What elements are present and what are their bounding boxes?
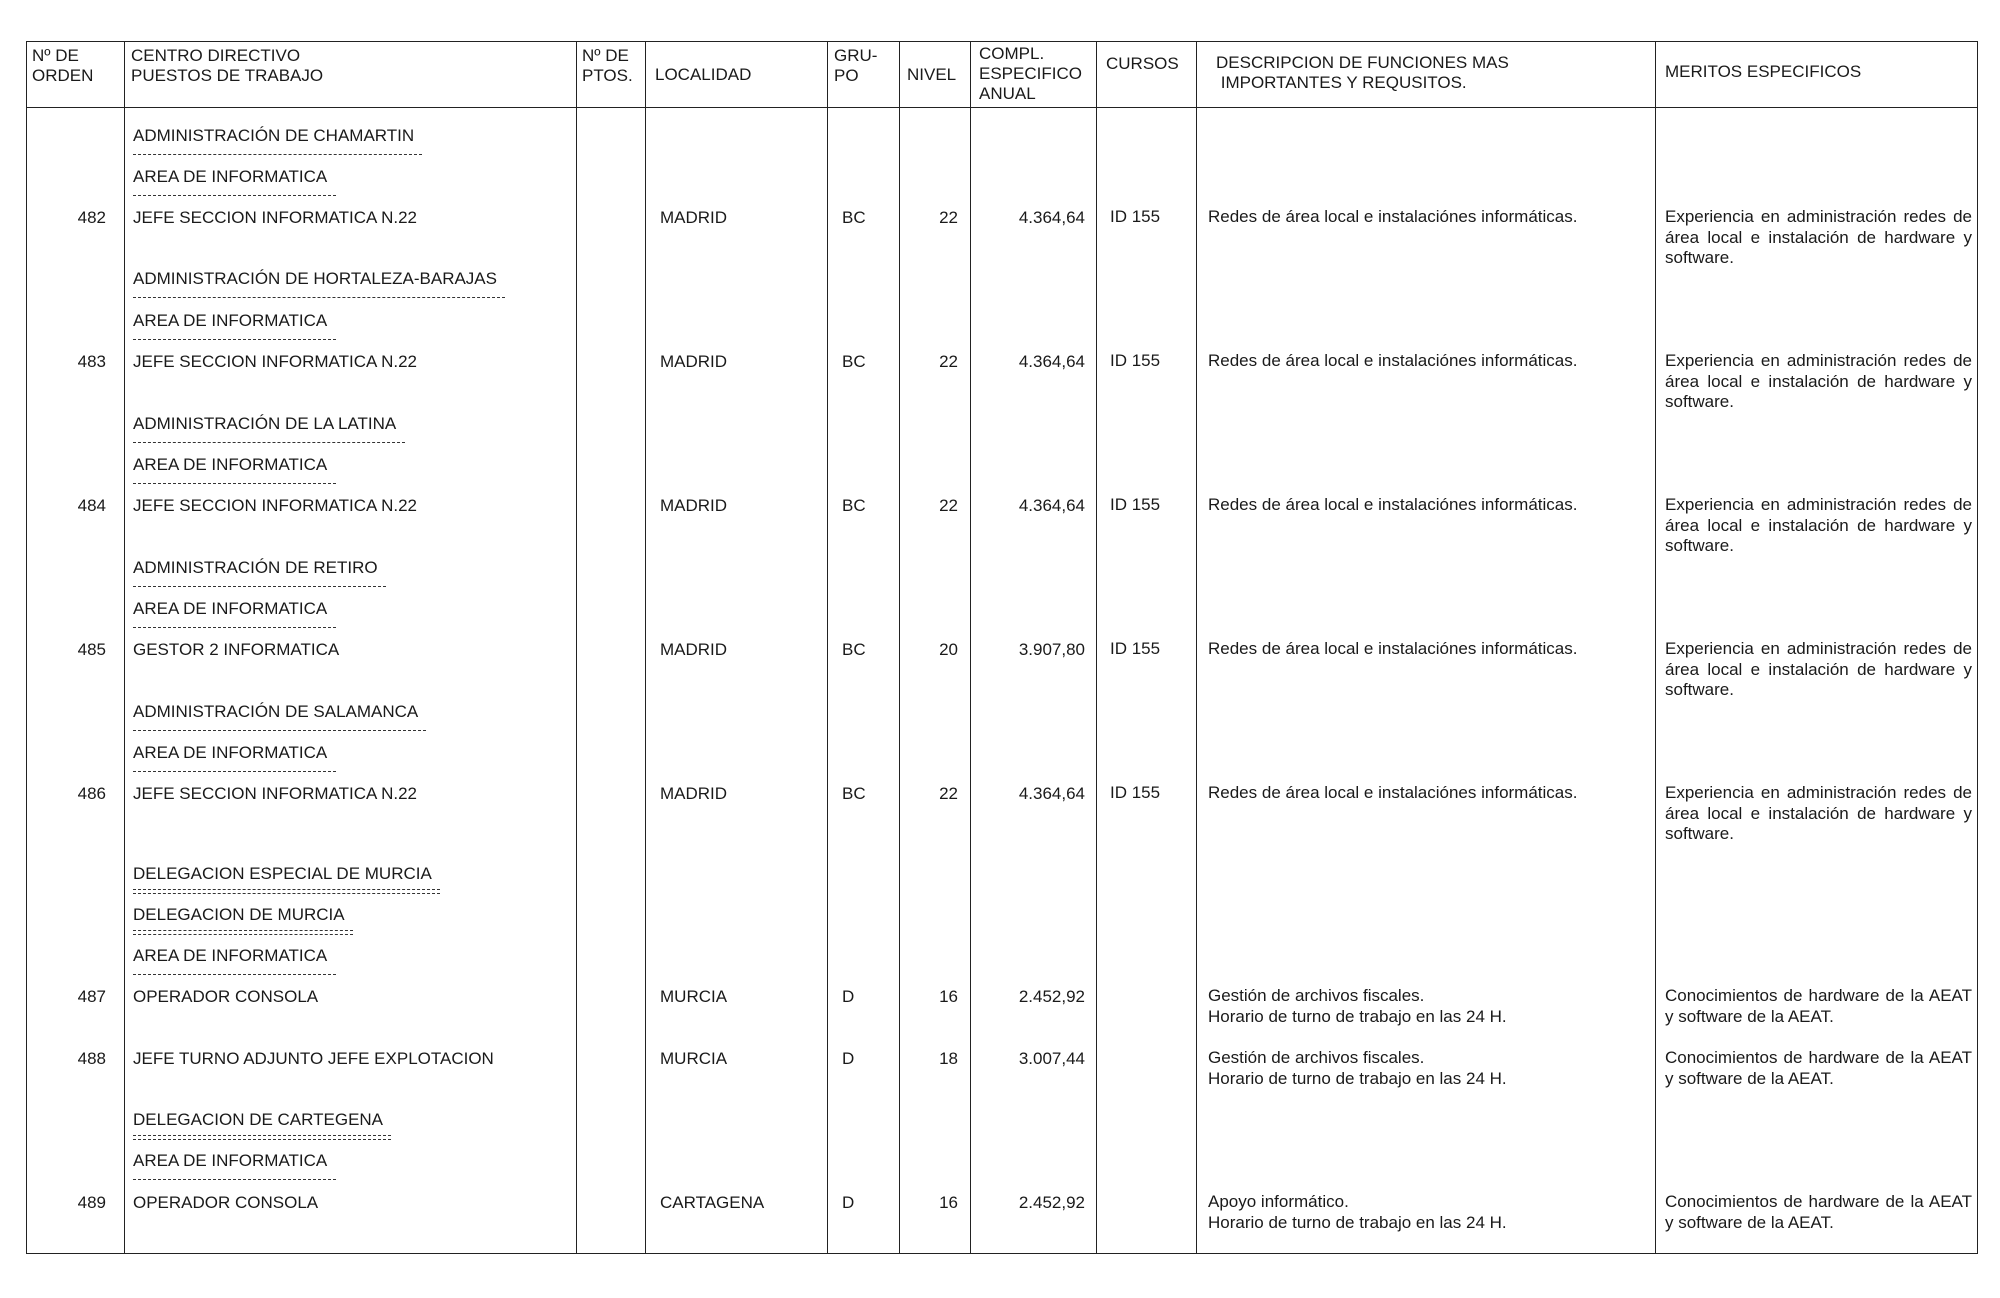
column-divider [124, 41, 125, 1254]
section-heading: AREA DE INFORMATICA [133, 455, 328, 474]
grupo: D [842, 1193, 855, 1212]
section-heading: DELEGACION DE CARTEGENA [133, 1110, 384, 1129]
header-ptos: Nº DE PTOS. [582, 46, 633, 85]
puesto-name: JEFE SECCION INFORMATICA N.22 [133, 352, 418, 371]
descripcion: Redes de área local e instalaciónes informáticas. [1208, 639, 1578, 658]
compl-especifico: 2.452,92 [1018, 1193, 1085, 1212]
section-heading: ADMINISTRACIÓN DE SALAMANCA [133, 702, 419, 721]
section-heading: AREA DE INFORMATICA [133, 743, 328, 762]
compl-especifico: 4.364,64 [1018, 208, 1085, 227]
orden-number: 484 [77, 496, 106, 515]
descripcion: Redes de área local e instalaciónes informáticas. [1208, 207, 1578, 226]
section-heading: AREA DE INFORMATICA [133, 167, 328, 186]
cursos: ID 155 [1110, 207, 1161, 226]
localidad: MADRID [660, 352, 728, 371]
section-heading: ADMINISTRACIÓN DE CHAMARTIN [133, 126, 415, 145]
dashed-underline [133, 627, 336, 628]
header-orden: Nº DE ORDEN [32, 46, 94, 85]
header-meritos: MERITOS ESPECIFICOS [1665, 62, 1862, 81]
header-grupo: GRU- PO [834, 46, 878, 85]
descripcion: Redes de área local e instalaciónes informáticas. [1208, 351, 1578, 370]
puesto-name: JEFE SECCION INFORMATICA N.22 [133, 784, 418, 803]
orden-number: 488 [77, 1049, 106, 1068]
compl-especifico: 4.364,64 [1018, 496, 1085, 515]
grupo: BC [842, 352, 866, 371]
puesto-name: OPERADOR CONSOLA [133, 1193, 319, 1212]
compl-especifico: 4.364,64 [1018, 784, 1085, 803]
grupo: BC [842, 208, 866, 227]
localidad: MADRID [660, 784, 728, 803]
nivel: 22 [939, 352, 958, 371]
column-divider [645, 41, 646, 1254]
header-descripcion: DESCRIPCION DE FUNCIONES MAS IMPORTANTES Y REQUSITOS. [1216, 53, 1509, 92]
meritos: Experiencia en administración redes de área local e instalación de hardware y software. [1665, 783, 1972, 843]
nivel: 20 [939, 640, 958, 659]
double-underline [133, 1135, 391, 1140]
section-heading: AREA DE INFORMATICA [133, 599, 328, 618]
grupo: D [842, 1049, 855, 1068]
cursos: ID 155 [1110, 351, 1161, 370]
section-heading: ADMINISTRACIÓN DE RETIRO [133, 558, 378, 577]
dashed-underline [133, 483, 336, 484]
localidad: MADRID [660, 496, 728, 515]
localidad: MADRID [660, 208, 728, 227]
meritos: Conocimientos de hardware de la AEAT y software de la AEAT. [1665, 1048, 1972, 1088]
puesto-name: JEFE SECCION INFORMATICA N.22 [133, 496, 418, 515]
section-heading: AREA DE INFORMATICA [133, 1151, 328, 1170]
cursos: ID 155 [1110, 495, 1161, 514]
grupo: BC [842, 496, 866, 515]
header-divider [26, 107, 1978, 108]
compl-especifico: 3.907,80 [1018, 640, 1085, 659]
nivel: 22 [939, 208, 958, 227]
header-cursos: CURSOS [1106, 54, 1179, 73]
section-heading: DELEGACION ESPECIAL DE MURCIA [133, 864, 432, 883]
nivel: 16 [939, 1193, 958, 1212]
orden-number: 487 [77, 987, 106, 1006]
header-nivel: NIVEL [907, 65, 957, 84]
puesto-name: JEFE SECCION INFORMATICA N.22 [133, 208, 418, 227]
double-underline [133, 889, 440, 894]
header-localidad: LOCALIDAD [655, 65, 752, 84]
section-heading: ADMINISTRACIÓN DE LA LATINA [133, 414, 397, 433]
dashed-underline [133, 154, 422, 155]
orden-number: 489 [77, 1193, 106, 1212]
compl-especifico: 2.452,92 [1018, 987, 1085, 1006]
dashed-underline [133, 974, 336, 975]
section-heading: ADMINISTRACIÓN DE HORTALEZA-BARAJAS [133, 269, 497, 288]
section-heading: DELEGACION DE MURCIA [133, 905, 345, 924]
section-heading: AREA DE INFORMATICA [133, 311, 328, 330]
dashed-underline [133, 339, 336, 340]
meritos: Conocimientos de hardware de la AEAT y software de la AEAT. [1665, 1192, 1972, 1232]
puesto-name: GESTOR 2 INFORMATICA [133, 640, 340, 659]
nivel: 16 [939, 987, 958, 1006]
cursos: ID 155 [1110, 783, 1161, 802]
column-divider [1196, 41, 1197, 1254]
header-compl: COMPL. ESPECIFICO ANUAL [979, 44, 1082, 103]
orden-number: 483 [77, 352, 106, 371]
orden-number: 485 [77, 640, 106, 659]
puesto-name: OPERADOR CONSOLA [133, 987, 319, 1006]
localidad: MURCIA [660, 1049, 728, 1068]
dashed-underline [133, 1179, 336, 1180]
dashed-underline [133, 730, 426, 731]
dashed-underline [133, 586, 386, 587]
section-heading: AREA DE INFORMATICA [133, 946, 328, 965]
column-divider [1655, 41, 1656, 1254]
orden-number: 482 [77, 208, 106, 227]
descripcion: Redes de área local e instalaciónes informáticas. [1208, 495, 1578, 514]
descripcion: Redes de área local e instalaciónes informáticas. [1208, 783, 1578, 802]
localidad: MURCIA [660, 987, 728, 1006]
compl-especifico: 3.007,44 [1018, 1049, 1085, 1068]
meritos: Conocimientos de hardware de la AEAT y software de la AEAT. [1665, 986, 1972, 1026]
dashed-underline [133, 195, 336, 196]
orden-number: 486 [77, 784, 106, 803]
localidad: MADRID [660, 640, 728, 659]
puesto-name: JEFE TURNO ADJUNTO JEFE EXPLOTACION [133, 1049, 494, 1068]
column-divider [970, 41, 971, 1254]
grupo: BC [842, 640, 866, 659]
meritos: Experiencia en administración redes de área local e instalación de hardware y software. [1665, 207, 1972, 267]
header-centro: CENTRO DIRECTIVO PUESTOS DE TRABAJO [131, 46, 324, 85]
meritos: Experiencia en administración redes de área local e instalación de hardware y software. [1665, 351, 1972, 411]
compl-especifico: 4.364,64 [1018, 352, 1085, 371]
double-underline [133, 930, 353, 935]
dashed-underline [133, 442, 405, 443]
column-divider [827, 41, 828, 1254]
dashed-underline [133, 297, 505, 298]
nivel: 22 [939, 496, 958, 515]
descripcion: Gestión de archivos fiscales. Horario de turno de trabajo en las 24 H. [1208, 986, 1507, 1026]
localidad: CARTAGENA [660, 1193, 765, 1212]
meritos: Experiencia en administración redes de área local e instalación de hardware y software. [1665, 495, 1972, 555]
column-divider [576, 41, 577, 1254]
meritos: Experiencia en administración redes de área local e instalación de hardware y software. [1665, 639, 1972, 699]
nivel: 18 [939, 1049, 958, 1068]
column-divider [1096, 41, 1097, 1254]
nivel: 22 [939, 784, 958, 803]
cursos: ID 155 [1110, 639, 1161, 658]
grupo: BC [842, 784, 866, 803]
descripcion: Apoyo informático. Horario de turno de trabajo en las 24 H. [1208, 1192, 1507, 1232]
descripcion: Gestión de archivos fiscales. Horario de turno de trabajo en las 24 H. [1208, 1048, 1507, 1088]
grupo: D [842, 987, 855, 1006]
dashed-underline [133, 771, 336, 772]
